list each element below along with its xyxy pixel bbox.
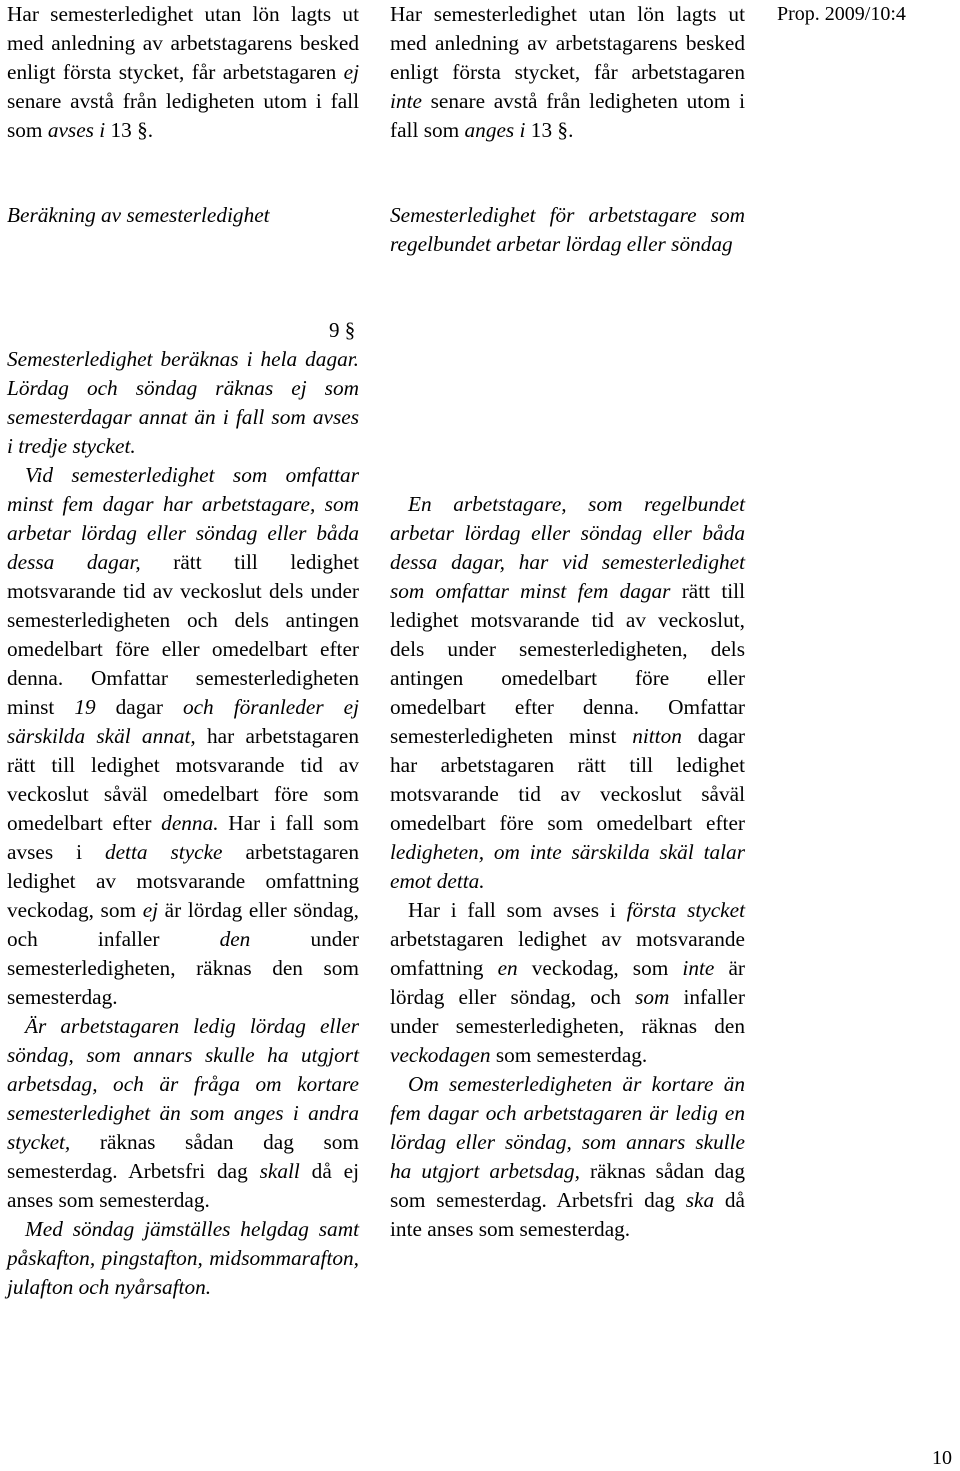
italic-text-run: ej bbox=[343, 60, 359, 84]
italic-text-run: Om semesterledigheten är kortare än fem dagar och arbetstagaren är ledig en lördag eller söndag, som annars skulle ha utgjort arbetsdag, bbox=[390, 1072, 745, 1183]
italic-text-run: ej bbox=[142, 898, 159, 922]
text-run: Har i fall som avses i bbox=[408, 898, 627, 922]
text-run: Har semesterledighet utan lön lagts ut med anledning av arbetstagarens besked enligt första stycket, får arbetstagaren bbox=[7, 2, 359, 84]
text-run: senare avstå från ledigheten utom i fall som bbox=[390, 89, 745, 142]
law-paragraph bbox=[390, 896, 745, 1070]
proposed-text-top bbox=[390, 0, 745, 145]
proposed-top-paragraph bbox=[390, 0, 745, 145]
text-run: är lördag eller söndag, och bbox=[390, 956, 745, 1009]
text-run: är lördag eller söndag, och infaller bbox=[7, 898, 359, 951]
italic-text-run: inte bbox=[682, 956, 715, 980]
law-paragraph bbox=[390, 1070, 745, 1244]
italic-text-run: en bbox=[497, 956, 518, 980]
law-paragraph bbox=[7, 1215, 359, 1302]
text-run: Har semesterledighet utan lön lagts ut med anledning av arbetstagarens besked enligt första stycket, får arbetstagaren bbox=[390, 2, 745, 84]
italic-text-run: denna. bbox=[161, 811, 219, 835]
proposed-law-column bbox=[390, 490, 745, 1244]
text-run: 13 §. bbox=[105, 118, 154, 142]
text-run: senare avstå från ledigheten utom i fall som bbox=[7, 89, 359, 142]
italic-text-run: En arbetstagare, som regelbundet arbetar lördag eller söndag eller båda dessa dagar, har vid semesterledighet som omfattar minst fem dagar bbox=[390, 492, 745, 603]
text-run: räknas sådan dag som semesterdag. Arbetsfri dag bbox=[390, 1159, 745, 1212]
italic-text-run: skall bbox=[259, 1159, 300, 1183]
text-run: rätt till ledighet motsvarande tid av veckoslut dels under semesterledigheten och dels antingen omedelbart före eller omedelbart efter denna. Omfattar semesterledigheten minst bbox=[7, 550, 359, 719]
italic-text-run: Semesterledighet beräknas i hela dagar. Lördag och söndag räknas ej som semesterdagar annat än i fall som avses i tredje stycket. bbox=[7, 347, 359, 458]
text-run: har arbetstagaren rätt till ledighet motsvarande tid av veckoslut såväl omedelbart före som omedelbart efter bbox=[7, 724, 359, 835]
text-run: under semesterledigheten, räknas den som semesterdag. bbox=[7, 927, 359, 1009]
text-run: arbetstagaren ledighet av motsvarande omfattning veckodag, som bbox=[7, 840, 359, 922]
italic-text-run: och föranleder ej särskilda skäl annat, bbox=[7, 695, 359, 748]
law-paragraph bbox=[390, 490, 745, 896]
italic-text-run: avses i bbox=[47, 118, 106, 142]
law-paragraph bbox=[7, 345, 359, 461]
italic-text-run: Är arbetstagaren ledig lördag eller söndag, som annars skulle ha utgjort arbetsdag, och är fråga om kortare semesterledighet än som anges i andra stycket, bbox=[7, 1014, 359, 1154]
text-run: då ej anses som semesterdag. bbox=[7, 1159, 359, 1212]
italic-text-run: anges i bbox=[464, 118, 526, 142]
law-paragraph bbox=[7, 461, 359, 1012]
text-run: då inte anses som semesterdag. bbox=[390, 1188, 745, 1241]
current-text-top bbox=[7, 0, 359, 145]
current-law-column bbox=[7, 345, 359, 1302]
law-paragraph bbox=[7, 1012, 359, 1215]
text-run: dagar har arbetstagaren rätt till ledighet motsvarande tid av veckoslut såväl omedelbart före som omedelbart efter bbox=[390, 724, 745, 835]
page-number: 10 bbox=[932, 1447, 952, 1469]
italic-text-run: detta stycke bbox=[104, 840, 223, 864]
text-run: 13 §. bbox=[525, 118, 574, 142]
text-run: veckodag, som bbox=[517, 956, 683, 980]
italic-text-run: veckodagen bbox=[390, 1043, 491, 1067]
italic-text-run: ska bbox=[685, 1188, 715, 1212]
proposed-heading: Semesterledighet för arbetstagare som regelbundet arbetar lördag eller söndag bbox=[390, 203, 745, 256]
current-heading: Beräkning av semesterledighet bbox=[7, 203, 270, 227]
text-run: räknas sådan dag som semesterdag. Arbetsfri dag bbox=[7, 1130, 359, 1183]
italic-text-run: inte bbox=[390, 89, 422, 113]
text-run: rätt till ledighet motsvarande tid av veckoslut, dels under semesterledigheten, dels antingen omedelbart före eller omedelbart efter denna. Omfattar semesterledigheten minst bbox=[390, 579, 745, 748]
italic-text-run: Med söndag jämställes helgdag samt påskafton, pingstafton, midsommarafton, julafton och nyårsafton. bbox=[7, 1217, 359, 1299]
italic-text-run: 19 bbox=[74, 695, 96, 719]
italic-text-run: den bbox=[219, 927, 251, 951]
text-run: Har i fall som avses i bbox=[7, 811, 359, 864]
proposition-reference: Prop. 2009/10:4 bbox=[777, 3, 906, 25]
italic-text-run: som bbox=[635, 985, 670, 1009]
text-run: infaller under semesterledigheten, räknas den bbox=[390, 985, 745, 1038]
text-run: dagar bbox=[95, 695, 183, 719]
italic-text-run: Vid semesterledighet som omfattar minst fem dagar har arbetstagare, som arbetar lördag eller söndag eller båda dessa dagar, bbox=[7, 463, 359, 574]
italic-text-run: nitton bbox=[632, 724, 682, 748]
section-marker: 9 § bbox=[329, 318, 356, 342]
italic-text-run: ledigheten, om inte särskilda skäl talar emot detta. bbox=[390, 840, 745, 893]
text-run: som semesterdag. bbox=[490, 1043, 648, 1067]
text-run: arbetstagaren ledighet av motsvarande omfattning bbox=[390, 927, 745, 980]
italic-text-run: första stycket bbox=[626, 898, 745, 922]
current-top-paragraph bbox=[7, 0, 359, 145]
